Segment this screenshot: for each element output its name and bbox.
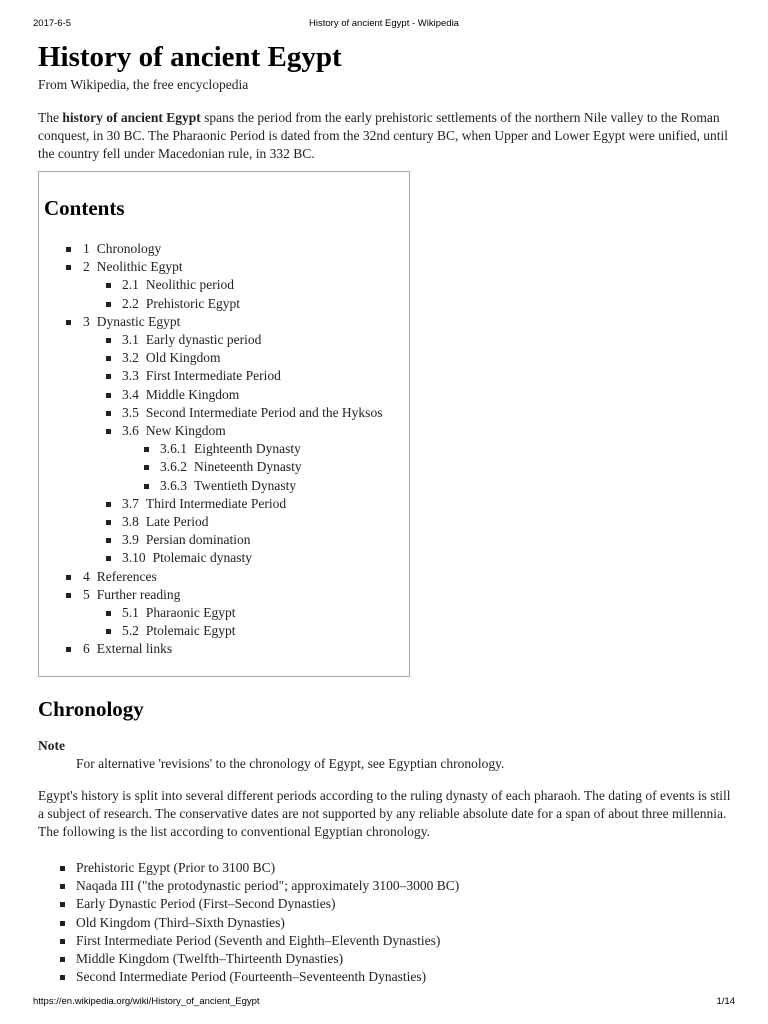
intro-before: The	[38, 110, 63, 125]
list-item	[38, 877, 738, 895]
bullet-icon	[60, 939, 65, 944]
bullet-icon	[60, 975, 65, 980]
bullet-icon	[66, 647, 71, 652]
bullet-icon	[66, 593, 71, 598]
tagline: From Wikipedia, the free encyclopedia	[38, 77, 249, 92]
bullet-icon	[60, 902, 65, 907]
toc-number: 3.5	[122, 404, 139, 420]
period-text: First Intermediate Period (Seventh and Eighth–Eleventh Dynasties)	[76, 932, 441, 948]
toc-item[interactable]	[44, 440, 404, 458]
bullet-icon	[106, 338, 111, 343]
page-title: History of ancient Egypt	[38, 41, 342, 73]
bullet-icon	[66, 575, 71, 580]
toc-number: 3.6.1	[160, 441, 187, 457]
toc-number: 3.8	[122, 514, 139, 530]
toc-number: 2.1	[122, 277, 139, 293]
toc-label[interactable]: Third Intermediate Period	[145, 495, 287, 511]
toc-label[interactable]: Second Intermediate Period and the Hyksos	[145, 404, 383, 420]
print-page-title: History of ancient Egypt - Wikipedia	[309, 18, 459, 29]
toc-number: 3.6	[122, 423, 139, 439]
bullet-icon	[66, 320, 71, 325]
toc-item[interactable]	[44, 313, 404, 331]
toc-number: 3.10	[122, 550, 146, 566]
toc-number: 3.1	[122, 332, 139, 348]
list-item	[38, 950, 738, 968]
bullet-icon	[106, 538, 111, 543]
toc-number: 5.1	[122, 605, 139, 621]
toc-item[interactable]	[44, 367, 404, 385]
toc-item[interactable]	[44, 604, 404, 622]
bullet-icon	[106, 520, 111, 525]
intro-bold-term: history of ancient Egypt	[62, 110, 201, 125]
toc-number: 3.9	[122, 532, 139, 548]
bullet-icon	[106, 411, 111, 416]
toc-number: 5.2	[122, 623, 139, 639]
intro-paragraph	[38, 109, 738, 163]
bullet-icon	[106, 393, 111, 398]
toc-item[interactable]	[44, 258, 404, 276]
article-content	[38, 38, 738, 986]
toc-item[interactable]	[44, 586, 404, 604]
toc-item[interactable]	[44, 477, 404, 495]
section-heading-chronology: Chronology	[38, 697, 144, 721]
toc-item[interactable]	[44, 549, 404, 567]
list-item	[38, 914, 738, 932]
bullet-icon	[144, 484, 149, 489]
toc-label[interactable]: Prehistoric Egypt	[145, 295, 240, 311]
toc-item[interactable]	[44, 458, 404, 476]
bullet-icon	[106, 556, 111, 561]
print-footer	[0, 996, 768, 1010]
print-url: https://en.wikipedia.org/wiki/History_of_ancient_Egypt	[33, 996, 260, 1007]
bullet-icon	[106, 374, 111, 379]
toc-item[interactable]	[44, 240, 404, 258]
toc-label[interactable]: Pharaonic Egypt	[145, 605, 236, 621]
toc-item[interactable]	[44, 622, 404, 640]
toc-label[interactable]: Middle Kingdom	[145, 386, 240, 402]
toc-label[interactable]: Neolithic period	[145, 277, 234, 293]
toc-heading: Contents	[44, 196, 125, 220]
toc-label[interactable]: First Intermediate Period	[145, 368, 281, 384]
toc-item[interactable]	[44, 513, 404, 531]
toc-label[interactable]: New Kingdom	[145, 423, 226, 439]
toc-number: 6	[83, 641, 90, 657]
bullet-icon	[144, 447, 149, 452]
toc-label[interactable]: Neolithic Egypt	[96, 259, 183, 275]
toc-number: 3.2	[122, 350, 139, 366]
period-text: Naqada III ("the protodynastic period"; approximately 3100–3000 BC)	[76, 878, 460, 894]
toc-number: 2.2	[122, 295, 139, 311]
toc-label[interactable]: Further reading	[96, 586, 181, 602]
toc-label[interactable]: Old Kingdom	[145, 350, 221, 366]
bullet-icon	[106, 356, 111, 361]
toc-label[interactable]: References	[96, 568, 157, 584]
toc-number: 3.6.3	[160, 477, 187, 493]
toc-number: 5	[83, 586, 90, 602]
bullet-icon	[106, 302, 111, 307]
toc-item[interactable]	[44, 495, 404, 513]
toc-number: 3.6.2	[160, 459, 187, 475]
toc-item[interactable]	[44, 531, 404, 549]
toc-label[interactable]: External links	[96, 641, 173, 657]
toc-number: 4	[83, 568, 90, 584]
toc-item[interactable]	[44, 386, 404, 404]
toc-item[interactable]	[44, 349, 404, 367]
bullet-icon	[144, 465, 149, 470]
toc-number: 3.7	[122, 495, 139, 511]
toc-label[interactable]: Dynastic Egypt	[96, 313, 181, 329]
bullet-icon	[106, 502, 111, 507]
toc-number: 3.4	[122, 386, 139, 402]
bullet-icon	[106, 611, 111, 616]
list-item	[38, 968, 738, 986]
chronology-paragraph: Egypt's history is split into several different periods according to the ruling dynasty of each pharaoh. The dating of events is still a subject of research. The conservative dates are not supported by any reliable absolute date for a span of about three millennia. The following is the list according to conventional Egyptian chronology.	[38, 788, 731, 839]
list-item	[38, 895, 738, 913]
toc-label[interactable]: Chronology	[96, 241, 162, 256]
page-number: 1/14	[716, 996, 735, 1007]
toc-label[interactable]: Twentieth Dynasty	[194, 477, 297, 493]
toc-item[interactable]	[44, 276, 404, 294]
toc-number: 3.3	[122, 368, 139, 384]
note-label: Note	[38, 738, 65, 753]
bullet-icon	[106, 429, 111, 434]
period-text: Prehistoric Egypt (Prior to 3100 BC)	[76, 860, 276, 875]
toc-label[interactable]: Persian domination	[145, 532, 251, 548]
toc-label[interactable]: Ptolemaic dynasty	[152, 550, 252, 566]
toc-item[interactable]	[44, 295, 404, 313]
toc-number: 1	[83, 241, 90, 256]
period-text: Second Intermediate Period (Fourteenth–Seventeenth Dynasties)	[76, 969, 427, 985]
bullet-icon	[60, 884, 65, 889]
table-of-contents	[38, 171, 410, 677]
bullet-icon	[60, 957, 65, 962]
bullet-icon	[66, 265, 71, 270]
period-text: Middle Kingdom (Twelfth–Thirteenth Dynasties)	[76, 951, 344, 967]
bullet-icon	[66, 247, 71, 252]
toc-label[interactable]: Late Period	[145, 514, 209, 530]
toc-number: 3	[83, 313, 90, 329]
period-text: Old Kingdom (Third–Sixth Dynasties)	[76, 914, 285, 930]
bullet-icon	[106, 629, 111, 634]
toc-item[interactable]	[44, 404, 404, 422]
print-header	[0, 18, 768, 32]
bullet-icon	[60, 866, 65, 871]
bullet-icon	[106, 283, 111, 288]
toc-label[interactable]: Eighteenth Dynasty	[194, 441, 301, 457]
bullet-icon	[60, 921, 65, 926]
toc-item[interactable]	[44, 640, 404, 658]
intro-after: spans the period from the early prehistoric settlements of the northern Nile valley to the Roman conquest, in 30 BC. The Pharaonic Period is dated from the 32nd century BC, when Upper and Lower Egypt were unified, until the country fell under Macedonian rule, in 332 BC.	[38, 110, 728, 161]
toc-label[interactable]: Early dynastic period	[145, 332, 262, 348]
toc-item[interactable]	[44, 422, 404, 440]
toc-item[interactable]	[44, 568, 404, 586]
print-date: 2017-6-5	[33, 18, 72, 29]
period-list	[38, 859, 738, 986]
list-item	[38, 859, 738, 877]
toc-item[interactable]	[44, 331, 404, 349]
toc-label[interactable]: Ptolemaic Egypt	[145, 623, 236, 639]
toc-number: 2	[83, 259, 90, 275]
toc-label[interactable]: Nineteenth Dynasty	[194, 459, 302, 475]
list-item	[38, 932, 738, 950]
note-text: For alternative 'revisions' to the chronology of Egypt, see Egyptian chronology.	[76, 756, 505, 771]
toc-list	[44, 240, 404, 659]
period-text: Early Dynastic Period (First–Second Dynasties)	[76, 896, 336, 912]
